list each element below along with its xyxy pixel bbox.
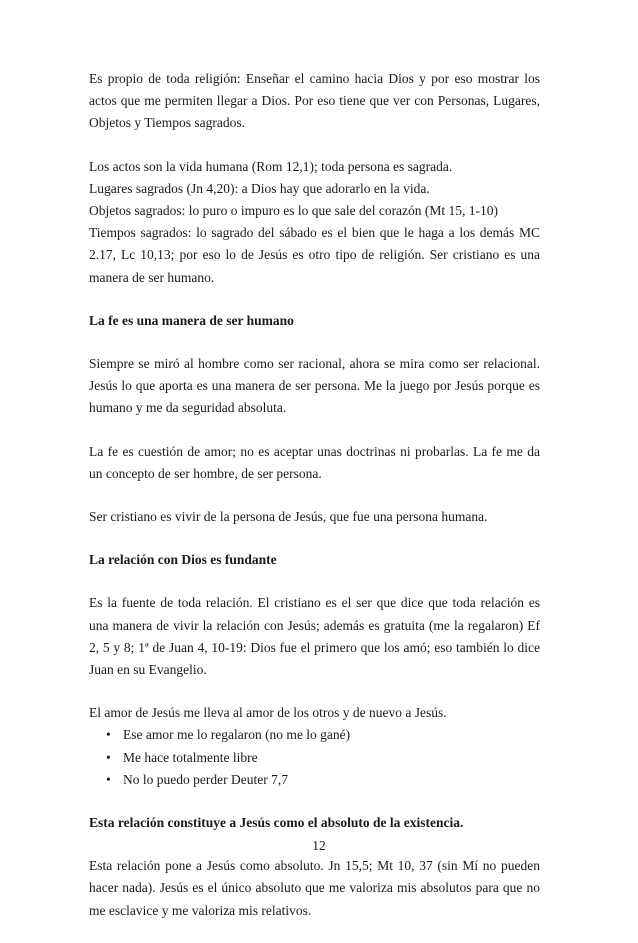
sacred-places-line: Lugares sagrados (Jn 4,20): a Dios hay que adorarlo en la vida. [89,180,430,196]
paragraph-source-of-relation: Es la fuente de toda relación. El cristiano es el ser que dice que toda relación es una manera de vivir la relación con Jesús; además es gratuita (me la regalaron) Ef 2, 5 y 8; 1ª de Juan 4, 10-19: Dios fue el primero que los amó; eso también lo dice Juan en su Evangelio. [89,595,540,678]
paragraph-love-of-jesus: El amor de Jesús me lleva al amor de los otros y de nuevo a Jesús. [89,705,447,721]
list-item-text: Ese amor me lo regalaron (no me lo gané) [123,727,351,743]
sacred-acts-line: Los actos son la vida humana (Rom 12,1); toda persona es sagrada. [89,158,453,174]
section-heading-faith: La fe es una manera de ser humano [89,312,294,328]
list-item [106,724,540,746]
list-item [106,747,540,769]
bullet-icon: • [106,727,111,743]
paragraph-religion-intro: Es propio de toda religión: Enseñar el camino hacia Dios y por eso mostrar los actos que me permiten llegar a Dios. Por eso tiene que ver con Personas, Lugares, Objetos y Tiempos sagrados. [89,71,540,131]
bullet-list [89,724,540,791]
page-number: 12 [312,838,326,853]
list-item-text: Me hace totalmente libre [123,749,258,765]
paragraph-jesus-absolute: Esta relación pone a Jesús como absoluto. Jn 15,5; Mt 10, 37 (sin Mí no pueden hacer nada). Jesús es el único absoluto que me valoriza mis absolutos para que no me esclavice y me valoriza mis relativos. [89,858,540,918]
paragraph-christian-life: Ser cristiano es vivir de la persona de Jesús, que fue una persona humana. [89,509,488,525]
sacred-categories-block [89,156,540,289]
page-body [89,68,540,943]
list-item [106,769,540,791]
bullet-icon: • [106,749,111,765]
section-heading-relation: La relación con Dios es fundante [89,552,277,568]
list-item-text: No lo puedo perder Deuter 7,7 [123,771,288,787]
paragraph-relational-being: Siempre se miró al hombre como ser racional, ahora se mira como ser relacional. Jesús lo que aporta es una manera de ser persona. Me la juego por Jesús porque es humano y me da seguridad absoluta. [89,356,540,416]
sacred-times-line: Tiempos sagrados: lo sagrado del sábado es el bien que le haga a los demás MC 2.17, Lc 10,13; por eso lo de Jesús es otro tipo de religión. Ser cristiano es una manera de ser humano. [89,225,540,285]
bullet-icon: • [106,771,111,787]
section-heading-absolute: Esta relación constituye a Jesús como el absoluto de la existencia. [89,815,464,831]
paragraph-faith-love: La fe es cuestión de amor; no es aceptar unas doctrinas ni probarlas. La fe me da un concepto de ser hombre, de ser persona. [89,443,540,481]
sacred-objects-line: Objetos sagrados: lo puro o impuro es lo que sale del corazón (Mt 15, 1-10) [89,203,499,219]
